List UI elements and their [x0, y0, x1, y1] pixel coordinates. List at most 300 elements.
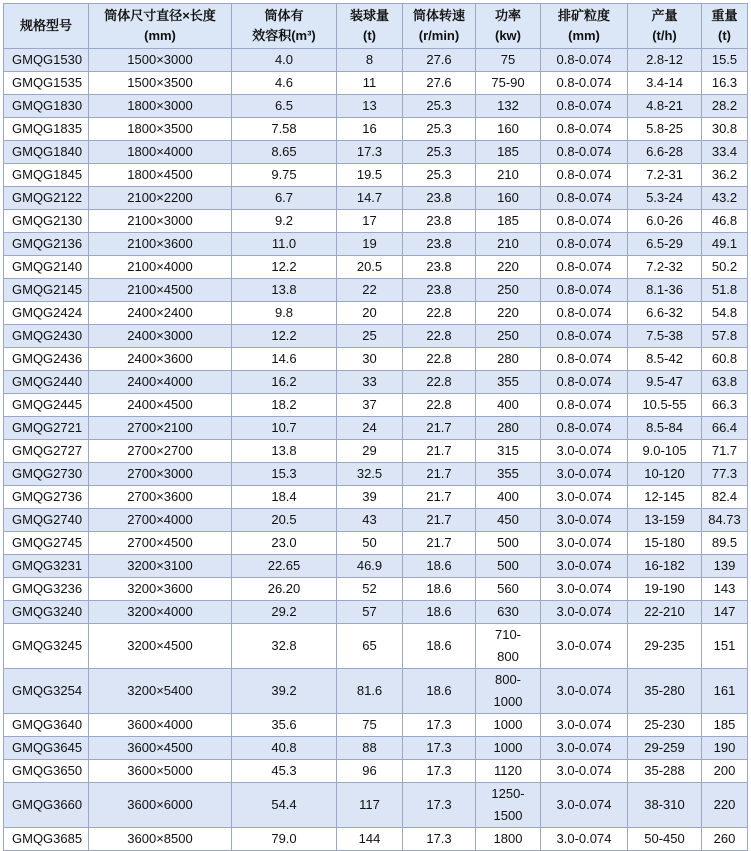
spec-table	[3, 3, 748, 851]
ball-load-cell: 14.7	[337, 187, 403, 210]
weight-cell: 15.5	[702, 49, 748, 72]
power-line: 1250-	[491, 786, 525, 801]
size-cell: 3600×4000	[89, 714, 232, 737]
particle-size-cell: 0.8-0.074	[541, 187, 628, 210]
header-unit: 效容积(m³)	[252, 28, 316, 43]
model-cell: GMQG2424	[4, 302, 89, 325]
size-cell: 2400×3000	[89, 325, 232, 348]
table-row	[4, 302, 748, 325]
speed-cell: 27.6	[403, 72, 476, 95]
weight-cell: 66.3	[702, 394, 748, 417]
output-cell: 8.5-42	[628, 348, 702, 371]
ball-load-cell: 17.3	[337, 141, 403, 164]
power-cell: 500	[476, 555, 541, 578]
power-cell: 280	[476, 348, 541, 371]
size-cell: 3200×4000	[89, 601, 232, 624]
particle-size-cell: 0.8-0.074	[541, 371, 628, 394]
weight-cell: 260	[702, 828, 748, 851]
power-cell: 210	[476, 233, 541, 256]
volume-cell: 20.5	[232, 509, 337, 532]
size-cell: 2100×2200	[89, 187, 232, 210]
power-cell: 160	[476, 118, 541, 141]
volume-cell: 11.0	[232, 233, 337, 256]
table-row	[4, 828, 748, 851]
table-row	[4, 669, 748, 714]
particle-size-cell: 0.8-0.074	[541, 164, 628, 187]
header-unit: (t)	[363, 28, 376, 43]
table-row	[4, 486, 748, 509]
speed-cell: 23.8	[403, 256, 476, 279]
particle-size-cell: 3.0-0.074	[541, 828, 628, 851]
weight-cell: 60.8	[702, 348, 748, 371]
volume-cell: 18.4	[232, 486, 337, 509]
weight-cell: 147	[702, 601, 748, 624]
output-cell: 38-310	[628, 783, 702, 828]
table-row	[4, 72, 748, 95]
particle-size-cell: 3.0-0.074	[541, 714, 628, 737]
power-cell: 1800	[476, 828, 541, 851]
weight-cell: 71.7	[702, 440, 748, 463]
power-cell: 185	[476, 210, 541, 233]
output-cell: 10.5-55	[628, 394, 702, 417]
power-cell: 400	[476, 486, 541, 509]
volume-cell: 13.8	[232, 440, 337, 463]
weight-cell: 50.2	[702, 256, 748, 279]
size-cell: 1800×4000	[89, 141, 232, 164]
output-cell: 13-159	[628, 509, 702, 532]
weight-cell: 36.2	[702, 164, 748, 187]
output-cell: 4.8-21	[628, 95, 702, 118]
ball-load-cell: 117	[337, 783, 403, 828]
volume-cell: 18.2	[232, 394, 337, 417]
weight-cell: 139	[702, 555, 748, 578]
particle-size-cell: 3.0-0.074	[541, 486, 628, 509]
header-unit: (t)	[718, 28, 731, 43]
speed-cell: 17.3	[403, 783, 476, 828]
model-cell: GMQG2740	[4, 509, 89, 532]
table-row	[4, 394, 748, 417]
speed-cell: 17.3	[403, 760, 476, 783]
model-cell: GMQG3231	[4, 555, 89, 578]
header-label: 产量	[651, 8, 678, 23]
particle-size-cell: 3.0-0.074	[541, 783, 628, 828]
speed-cell: 21.7	[403, 417, 476, 440]
particle-size-cell: 0.8-0.074	[541, 279, 628, 302]
table-row	[4, 417, 748, 440]
volume-cell: 7.58	[232, 118, 337, 141]
table-row	[4, 624, 748, 669]
volume-cell: 9.75	[232, 164, 337, 187]
weight-cell: 161	[702, 669, 748, 714]
table-row	[4, 783, 748, 828]
model-cell: GMQG2140	[4, 256, 89, 279]
power-cell: 355	[476, 371, 541, 394]
output-cell: 7.2-32	[628, 256, 702, 279]
speed-cell: 23.8	[403, 279, 476, 302]
output-cell: 6.6-28	[628, 141, 702, 164]
model-cell: GMQG2745	[4, 532, 89, 555]
power-cell: 1120	[476, 760, 541, 783]
size-cell: 2400×4000	[89, 371, 232, 394]
size-cell: 1500×3000	[89, 49, 232, 72]
size-cell: 2100×4500	[89, 279, 232, 302]
table-row	[4, 371, 748, 394]
speed-cell: 18.6	[403, 555, 476, 578]
ball-load-cell: 96	[337, 760, 403, 783]
weight-cell: 51.8	[702, 279, 748, 302]
table-row	[4, 348, 748, 371]
size-cell: 3600×5000	[89, 760, 232, 783]
weight-cell: 54.8	[702, 302, 748, 325]
table-row	[4, 325, 748, 348]
output-cell: 7.5-38	[628, 325, 702, 348]
volume-cell: 9.2	[232, 210, 337, 233]
size-cell: 2400×2400	[89, 302, 232, 325]
model-cell: GMQG3685	[4, 828, 89, 851]
weight-cell: 143	[702, 578, 748, 601]
size-cell: 2100×3600	[89, 233, 232, 256]
volume-cell: 12.2	[232, 325, 337, 348]
particle-size-cell: 3.0-0.074	[541, 463, 628, 486]
volume-cell: 39.2	[232, 669, 337, 714]
output-cell: 29-259	[628, 737, 702, 760]
volume-cell: 15.3	[232, 463, 337, 486]
ball-load-cell: 75	[337, 714, 403, 737]
ball-load-cell: 30	[337, 348, 403, 371]
speed-cell: 23.8	[403, 210, 476, 233]
volume-cell: 13.8	[232, 279, 337, 302]
weight-cell: 49.1	[702, 233, 748, 256]
header-unit: (r/min)	[418, 28, 460, 43]
weight-cell: 200	[702, 760, 748, 783]
power-cell: 220	[476, 302, 541, 325]
size-cell: 2100×3000	[89, 210, 232, 233]
particle-size-cell: 3.0-0.074	[541, 737, 628, 760]
particle-size-cell: 3.0-0.074	[541, 532, 628, 555]
ball-load-cell: 32.5	[337, 463, 403, 486]
speed-cell: 21.7	[403, 486, 476, 509]
size-cell: 3200×4500	[89, 624, 232, 669]
particle-size-cell: 3.0-0.074	[541, 509, 628, 532]
particle-size-cell: 3.0-0.074	[541, 555, 628, 578]
power-cell: 400	[476, 394, 541, 417]
speed-cell: 22.8	[403, 348, 476, 371]
speed-cell: 22.8	[403, 325, 476, 348]
model-cell: GMQG1835	[4, 118, 89, 141]
power-cell	[476, 669, 541, 714]
table-row	[4, 737, 748, 760]
table-row	[4, 463, 748, 486]
size-cell: 2400×4500	[89, 394, 232, 417]
model-cell: GMQG3236	[4, 578, 89, 601]
weight-cell: 46.8	[702, 210, 748, 233]
power-cell: 250	[476, 325, 541, 348]
ball-load-cell: 17	[337, 210, 403, 233]
speed-cell: 25.3	[403, 164, 476, 187]
power-cell: 280	[476, 417, 541, 440]
volume-cell: 14.6	[232, 348, 337, 371]
ball-load-cell: 39	[337, 486, 403, 509]
power-line: 1500	[493, 808, 523, 823]
volume-cell: 79.0	[232, 828, 337, 851]
table-row	[4, 601, 748, 624]
power-cell: 315	[476, 440, 541, 463]
table-row	[4, 256, 748, 279]
speed-cell: 22.8	[403, 371, 476, 394]
weight-cell: 151	[702, 624, 748, 669]
table-row	[4, 555, 748, 578]
header-volume	[232, 4, 337, 49]
model-cell: GMQG1840	[4, 141, 89, 164]
model-cell: GMQG3645	[4, 737, 89, 760]
size-cell: 2700×2100	[89, 417, 232, 440]
header-row	[4, 4, 748, 49]
power-cell	[476, 624, 541, 669]
weight-cell: 63.8	[702, 371, 748, 394]
output-cell: 7.2-31	[628, 164, 702, 187]
volume-cell: 8.65	[232, 141, 337, 164]
model-cell: GMQG2136	[4, 233, 89, 256]
size-cell: 1800×4500	[89, 164, 232, 187]
table-row	[4, 578, 748, 601]
particle-size-cell: 0.8-0.074	[541, 325, 628, 348]
header-label: 筒体有	[264, 8, 304, 23]
output-cell: 25-230	[628, 714, 702, 737]
output-cell: 5.8-25	[628, 118, 702, 141]
header-particle-size	[541, 4, 628, 49]
speed-cell: 25.3	[403, 118, 476, 141]
ball-load-cell: 16	[337, 118, 403, 141]
header-label: 规格型号	[19, 18, 72, 33]
output-cell: 35-288	[628, 760, 702, 783]
ball-load-cell: 81.6	[337, 669, 403, 714]
speed-cell: 21.7	[403, 463, 476, 486]
ball-load-cell: 88	[337, 737, 403, 760]
volume-cell: 22.65	[232, 555, 337, 578]
power-cell: 250	[476, 279, 541, 302]
power-cell: 220	[476, 256, 541, 279]
ball-load-cell: 25	[337, 325, 403, 348]
table-row	[4, 164, 748, 187]
size-cell: 2700×4500	[89, 532, 232, 555]
particle-size-cell: 0.8-0.074	[541, 95, 628, 118]
speed-cell: 18.6	[403, 578, 476, 601]
table-row	[4, 440, 748, 463]
power-line: 1000	[493, 694, 523, 709]
power-line: 710-	[494, 627, 522, 642]
header-ball-load	[337, 4, 403, 49]
speed-cell: 18.6	[403, 669, 476, 714]
speed-cell: 27.6	[403, 49, 476, 72]
header-output	[628, 4, 702, 49]
weight-cell: 84.73	[702, 509, 748, 532]
ball-load-cell: 52	[337, 578, 403, 601]
model-cell: GMQG2730	[4, 463, 89, 486]
volume-cell: 32.8	[232, 624, 337, 669]
model-cell: GMQG2440	[4, 371, 89, 394]
model-cell: GMQG3640	[4, 714, 89, 737]
header-speed	[403, 4, 476, 49]
table-row	[4, 509, 748, 532]
power-line: 800-	[494, 672, 522, 687]
table-row	[4, 714, 748, 737]
weight-cell: 30.8	[702, 118, 748, 141]
size-cell: 1500×3500	[89, 72, 232, 95]
weight-cell: 190	[702, 737, 748, 760]
size-cell: 3600×8500	[89, 828, 232, 851]
header-size	[89, 4, 232, 49]
weight-cell: 33.4	[702, 141, 748, 164]
size-cell: 3600×4500	[89, 737, 232, 760]
power-cell: 355	[476, 463, 541, 486]
table-row	[4, 532, 748, 555]
power-cell: 1000	[476, 737, 541, 760]
speed-cell: 17.3	[403, 737, 476, 760]
power-cell: 630	[476, 601, 541, 624]
speed-cell: 21.7	[403, 440, 476, 463]
output-cell: 16-182	[628, 555, 702, 578]
header-unit: (kw)	[495, 28, 521, 43]
particle-size-cell: 0.8-0.074	[541, 141, 628, 164]
output-cell: 8.5-84	[628, 417, 702, 440]
header-power	[476, 4, 541, 49]
speed-cell: 18.6	[403, 601, 476, 624]
particle-size-cell: 0.8-0.074	[541, 394, 628, 417]
model-cell: GMQG2122	[4, 187, 89, 210]
particle-size-cell: 0.8-0.074	[541, 256, 628, 279]
output-cell: 2.8-12	[628, 49, 702, 72]
header-label: 装球量	[349, 8, 389, 23]
model-cell: GMQG2727	[4, 440, 89, 463]
particle-size-cell: 0.8-0.074	[541, 72, 628, 95]
model-cell: GMQG3650	[4, 760, 89, 783]
table-row	[4, 233, 748, 256]
output-cell: 10-120	[628, 463, 702, 486]
weight-cell: 220	[702, 783, 748, 828]
model-cell: GMQG2436	[4, 348, 89, 371]
volume-cell: 4.0	[232, 49, 337, 72]
table-row	[4, 279, 748, 302]
model-cell: GMQG1830	[4, 95, 89, 118]
speed-cell: 21.7	[403, 509, 476, 532]
power-cell: 450	[476, 509, 541, 532]
output-cell: 9.0-105	[628, 440, 702, 463]
header-model	[4, 4, 89, 49]
ball-load-cell: 65	[337, 624, 403, 669]
header-label: 排矿粒度	[557, 8, 610, 23]
header-label: 筒体转速	[412, 8, 465, 23]
power-cell: 500	[476, 532, 541, 555]
model-cell: GMQG2145	[4, 279, 89, 302]
model-cell: GMQG1535	[4, 72, 89, 95]
output-cell: 9.5-47	[628, 371, 702, 394]
ball-load-cell: 19.5	[337, 164, 403, 187]
ball-load-cell: 24	[337, 417, 403, 440]
ball-load-cell: 46.9	[337, 555, 403, 578]
size-cell: 3600×6000	[89, 783, 232, 828]
particle-size-cell: 0.8-0.074	[541, 118, 628, 141]
model-cell: GMQG3245	[4, 624, 89, 669]
output-cell: 6.0-26	[628, 210, 702, 233]
header-label: 重量	[711, 8, 738, 23]
output-cell: 12-145	[628, 486, 702, 509]
output-cell: 50-450	[628, 828, 702, 851]
table-body	[4, 49, 748, 851]
particle-size-cell: 3.0-0.074	[541, 578, 628, 601]
volume-cell: 29.2	[232, 601, 337, 624]
particle-size-cell: 0.8-0.074	[541, 302, 628, 325]
volume-cell: 45.3	[232, 760, 337, 783]
ball-load-cell: 13	[337, 95, 403, 118]
table-row	[4, 210, 748, 233]
ball-load-cell: 57	[337, 601, 403, 624]
ball-load-cell: 144	[337, 828, 403, 851]
output-cell: 8.1-36	[628, 279, 702, 302]
speed-cell: 25.3	[403, 95, 476, 118]
weight-cell: 57.8	[702, 325, 748, 348]
weight-cell: 89.5	[702, 532, 748, 555]
ball-load-cell: 43	[337, 509, 403, 532]
power-cell: 75	[476, 49, 541, 72]
output-cell: 35-280	[628, 669, 702, 714]
speed-cell: 22.8	[403, 302, 476, 325]
volume-cell: 40.8	[232, 737, 337, 760]
output-cell: 3.4-14	[628, 72, 702, 95]
power-line: 800	[497, 649, 519, 664]
size-cell: 1800×3500	[89, 118, 232, 141]
size-cell: 3200×3600	[89, 578, 232, 601]
power-cell: 132	[476, 95, 541, 118]
output-cell: 6.5-29	[628, 233, 702, 256]
power-cell: 560	[476, 578, 541, 601]
weight-cell: 16.3	[702, 72, 748, 95]
size-cell: 3200×5400	[89, 669, 232, 714]
header-weight	[702, 4, 748, 49]
particle-size-cell: 0.8-0.074	[541, 210, 628, 233]
ball-load-cell: 22	[337, 279, 403, 302]
volume-cell: 23.0	[232, 532, 337, 555]
weight-cell: 77.3	[702, 463, 748, 486]
power-cell: 210	[476, 164, 541, 187]
volume-cell: 26.20	[232, 578, 337, 601]
volume-cell: 10.7	[232, 417, 337, 440]
header-unit: (mm)	[568, 28, 600, 43]
table-row	[4, 49, 748, 72]
weight-cell: 66.4	[702, 417, 748, 440]
power-cell: 160	[476, 187, 541, 210]
weight-cell: 185	[702, 714, 748, 737]
model-cell: GMQG3660	[4, 783, 89, 828]
table-row	[4, 95, 748, 118]
model-cell: GMQG3254	[4, 669, 89, 714]
model-cell: GMQG3240	[4, 601, 89, 624]
ball-load-cell: 19	[337, 233, 403, 256]
output-cell: 6.6-32	[628, 302, 702, 325]
particle-size-cell: 3.0-0.074	[541, 440, 628, 463]
model-cell: GMQG2130	[4, 210, 89, 233]
volume-cell: 12.2	[232, 256, 337, 279]
weight-cell: 43.2	[702, 187, 748, 210]
header-label: 功率	[494, 8, 521, 23]
ball-load-cell: 20	[337, 302, 403, 325]
particle-size-cell: 0.8-0.074	[541, 233, 628, 256]
particle-size-cell: 3.0-0.074	[541, 624, 628, 669]
header-unit: (mm)	[144, 28, 176, 43]
ball-load-cell: 11	[337, 72, 403, 95]
ball-load-cell: 8	[337, 49, 403, 72]
power-cell: 75-90	[476, 72, 541, 95]
particle-size-cell: 3.0-0.074	[541, 601, 628, 624]
